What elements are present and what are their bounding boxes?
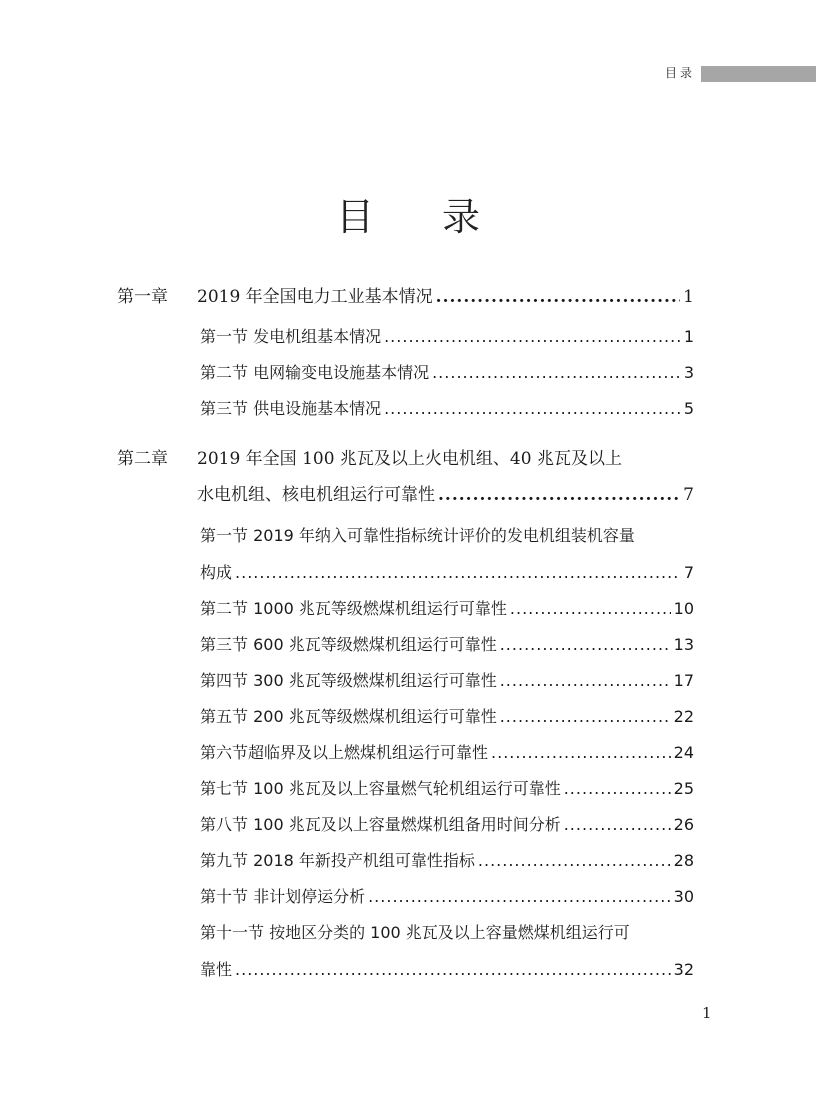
toc-chapter-2[interactable] (197, 480, 694, 505)
toc-chapter-1[interactable] (197, 282, 694, 307)
toc-page: 3 (683, 363, 694, 382)
toc-page: 30 (673, 887, 694, 906)
leader-dots (500, 671, 671, 690)
leader-dots (384, 327, 681, 346)
leader-dots (384, 399, 681, 418)
toc-title: 第二节 1000 兆瓦等级燃煤机组运行可靠性 (200, 599, 507, 618)
leader-dots (564, 779, 671, 798)
leader-dots (564, 815, 671, 834)
toc-page: 22 (673, 707, 694, 726)
toc-section-1-3[interactable] (200, 396, 694, 419)
toc-title: 第八节 100 兆瓦及以上容量燃煤机组备用时间分析 (200, 815, 561, 834)
running-header-label: 目录 (665, 66, 696, 80)
leader-dots (235, 960, 671, 979)
toc-page: 28 (673, 851, 694, 870)
toc-section-2-1-line1[interactable]: 第一节 2019 年纳入可靠性指标统计评价的发电机组装机容量 (200, 526, 635, 545)
running-header-bar (701, 66, 816, 82)
leader-dots (432, 363, 681, 382)
toc-title: 第五节 200 兆瓦等级燃煤机组运行可靠性 (200, 707, 497, 726)
toc-chapter-2-title-line1[interactable]: 2019 年全国 100 兆瓦及以上火电机组、40 兆瓦及以上 (197, 449, 622, 469)
toc-page: 1 (683, 327, 694, 346)
toc-section-2-3[interactable] (200, 632, 694, 655)
toc-title: 第二节 电网输变电设施基本情况 (200, 363, 430, 382)
toc-section-2-4[interactable] (200, 668, 694, 691)
toc-section-2-1[interactable] (200, 560, 694, 583)
toc-section-2-5[interactable] (200, 704, 694, 727)
leader-dots (500, 707, 671, 726)
toc-page: 5 (683, 399, 694, 418)
toc-page: 17 (673, 671, 694, 690)
toc-page: 10 (673, 599, 694, 618)
toc-page: 7 (683, 563, 694, 582)
toc-section-1-1[interactable] (200, 324, 694, 347)
toc-page: 1 (683, 287, 694, 307)
toc-section-1-2[interactable] (200, 360, 694, 383)
toc-section-2-9[interactable] (200, 848, 694, 871)
leader-dots (491, 743, 671, 762)
toc-section-2-11-line1[interactable]: 第十一节 按地区分类的 100 兆瓦及以上容量燃煤机组运行可 (200, 923, 630, 942)
leader-dots (500, 635, 671, 654)
toc-page: 26 (673, 815, 694, 834)
toc-page: 7 (683, 485, 694, 505)
toc-page: 25 (673, 779, 694, 798)
toc-section-2-8[interactable] (200, 812, 694, 835)
toc-title: 构成 (200, 563, 233, 582)
toc-section-2-11[interactable] (200, 957, 694, 980)
toc-title: 靠性 (200, 960, 233, 979)
toc-title: 第六节超临界及以上燃煤机组运行可靠性 (200, 743, 489, 762)
leader-dots (235, 563, 681, 582)
toc-title: 第一节 发电机组基本情况 (200, 327, 382, 346)
toc-page: 32 (673, 960, 694, 979)
toc-page: 24 (673, 743, 694, 762)
chapter-1-label: 第一章 (117, 287, 168, 307)
toc-title: 第四节 300 兆瓦等级燃煤机组运行可靠性 (200, 671, 497, 690)
leader-dots (510, 599, 671, 618)
leader-dots (368, 887, 671, 906)
leader-dots (438, 485, 680, 505)
toc-title: 第七节 100 兆瓦及以上容量燃气轮机组运行可靠性 (200, 779, 561, 798)
toc-title: 2019 年全国电力工业基本情况 (197, 287, 433, 307)
toc-section-2-2[interactable] (200, 596, 694, 619)
toc-title: 第九节 2018 年新投产机组可靠性指标 (200, 851, 475, 870)
toc-title: 第三节 600 兆瓦等级燃煤机组运行可靠性 (200, 635, 497, 654)
leader-dots (478, 851, 671, 870)
page-number: 1 (702, 1004, 712, 1022)
toc-section-2-7[interactable] (200, 776, 694, 799)
chapter-2-label: 第二章 (117, 449, 168, 469)
leader-dots (436, 287, 681, 307)
page-title: 目 录 (335, 195, 509, 239)
toc-page: 13 (673, 635, 694, 654)
toc-title: 第十节 非计划停运分析 (200, 887, 366, 906)
toc-title: 第三节 供电设施基本情况 (200, 399, 382, 418)
toc-section-2-6[interactable] (200, 740, 694, 763)
toc-title: 水电机组、核电机组运行可靠性 (197, 485, 435, 505)
toc-section-2-10[interactable] (200, 884, 694, 907)
